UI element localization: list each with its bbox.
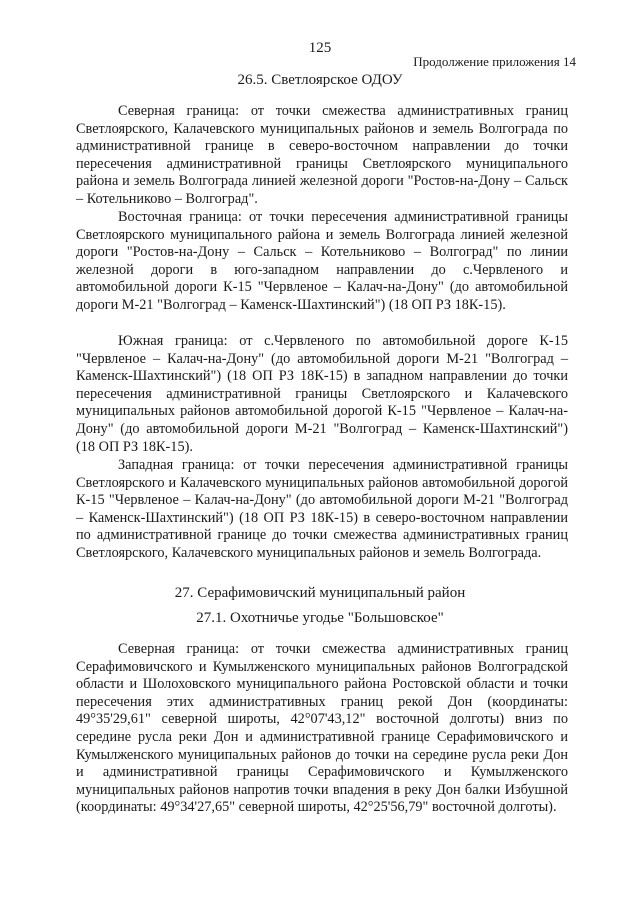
north-border-paragraph-27-1: Северная граница: от точки смежества административных границ Серафимовичского и Кумылженского муниципальных районов Волгоградской области и Шолоховского муниципального района Ростовской области и точки пересечения этих административных границ рекой Дон (координаты: 49°35'29,61" северной широты, 42°07'43,12" восточной долготы) вниз по середине русла реки Дон и административной границе Серафимовичского и Кумылженского муниципальных районов до точки на середине русла реки Дон и административной границы Серафимовичского и Кумылженского муниципальных районов напротив точки впадения в реку Дон балки Избушной (координаты: 49°34'27,65" северной широты, 42°25'56,79" восточной долготы). xyxy=(76,641,568,816)
east-border-paragraph: Восточная граница: от точки пересечения административной границы Светлоярского муниципального района и земель Волгограда линией железной дороги "Ростов-на-Дону – Сальск – Котельниково – Волгоград" по линии железной дороги в юго-западном направлении до с.Червленого и автомобильной дороги К-15 "Червленое – Калач-на-Дону" (до автомобильной дороги М-21 "Волгоград – Каменск-Шахтинский") (18 ОП РЗ 18К-15). xyxy=(76,209,568,313)
page-number: 125 xyxy=(308,40,332,56)
section-title-27: 27. Серафимовичский муниципальный район xyxy=(174,585,466,601)
continuation-note: Продолжение приложения 14 xyxy=(413,54,576,69)
section-title-27-1: 27.1. Охотничье угодье "Большовское" xyxy=(196,610,444,626)
section-title-26-5: 26.5. Светлоярское ОДОУ xyxy=(237,72,403,88)
south-border-paragraph: Южная граница: от с.Червленого по автомобильной дороге К-15 "Червленое – Калач-на-Дону" (до автомобильной дороги М-21 "Волгоград – Каменск-Шахтинский") (18 ОП РЗ 18К-15) в западном направлении до точки пересечения административной границы Светлоярского и Калачевского муниципальных районов автомобильной дорогой К-15 "Червленое – Калач-на-Дону" (до автомобильной дороги М-21 "Волгоград – Каменск-Шахтинский") (18 ОП РЗ 18К-15). xyxy=(76,333,568,455)
north-border-paragraph: Северная граница: от точки смежества административных границ Светлоярского, Калачевского муниципальных районов и земель Волгограда по административной границе в северо-восточном направлении до точки пересечения административной границы Светлоярского муниципального района и земель Волгограда линией железной дороги "Ростов-на-Дону – Сальск – Котельниково – Волгоград". xyxy=(76,103,568,207)
west-border-paragraph: Западная граница: от точки пересечения административной границы Светлоярского и Калачевского муниципальных районов автомобильной дорогой К-15 "Червленое – Калач-на-Дону" (до автомобильной дороги М-21 "Волгоград – Каменск-Шахтинский") (18 ОП РЗ 18К-15) в северо-восточном направлении по административной границе до точки смежества административных границ Светлоярского, Калачевского муниципальных районов и земель Волгограда. xyxy=(76,457,568,561)
